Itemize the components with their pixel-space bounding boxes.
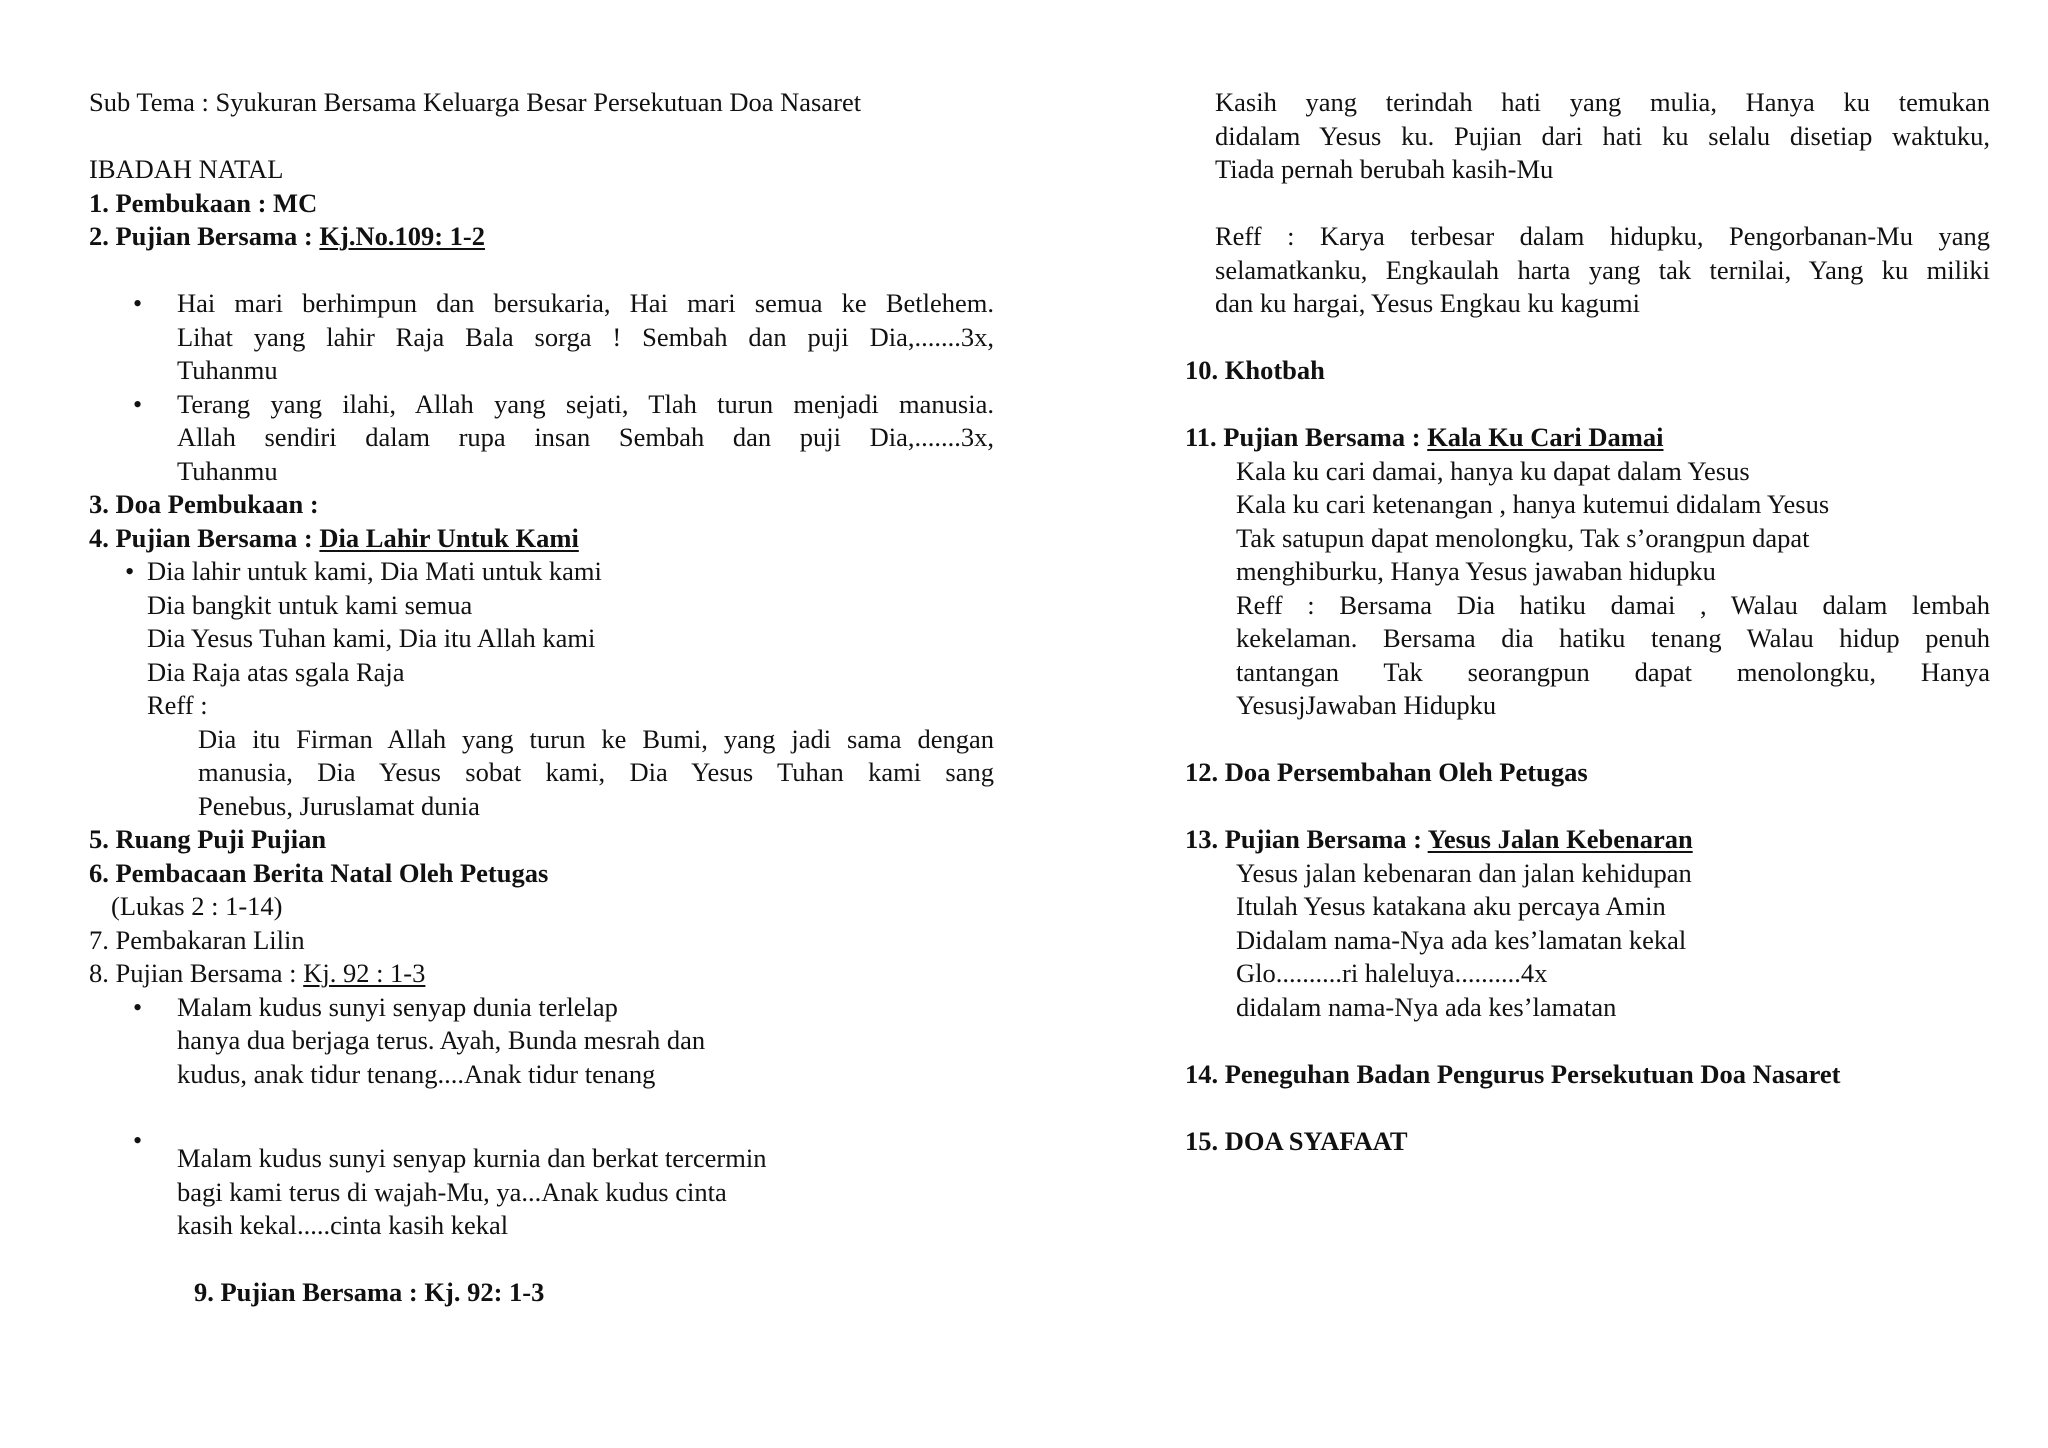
item-15-intercession: 15. DOA SYAFAAT [1185,1125,1408,1156]
item-4-reff: Dia itu Firman Allah yang turun ke Bumi, yang jadi sama dengan manusia, Dia Yesus sobat kami, Dia Yesus Tuhan kami sang Penebus, Juruslamat dunia [198,723,994,821]
verse-item: • Terang yang ilahi, Allah yang sejati, Tlah turun menjadi manusia. Allah sendiri dalam rupa insan Sembah dan puji Dia,.......3x, Tuhanmu [89,388,994,489]
item-5-praise: 5. Ruang Puji Pujian [89,824,327,854]
item-14-confirmation: 14. Peneguhan Badan Pengurus Persekutuan Doa Nasaret [1185,1058,1841,1089]
song-continuation: Kasih yang terindah hati yang mulia, Hanya ku temukan didalam Yesus ku. Pujian dari hati ku selalu disetiap waktuku, Tiada pernah berubah kasih-Mu Reff : Karya terbesar dalam hidupku, Pengorbanan-Mu yang selamatkanku, Engkaulah harta yang tak ternilai, Yang ku miliki dan ku hargai, Yesus Engkau ku kagumi [1215,87,1990,318]
item-11-song: Kala Ku Cari Damai [1427,422,1664,452]
item-4-lyrics: • Dia lahir untuk kami, Dia Mati untuk kami Dia bangkit untuk kami semua Dia Yesus Tuhan kami, Dia itu Allah kami Dia Raja atas sgala Raja Reff : [125,556,602,720]
item-8-heading: 8. Pujian Bersama : Kj. 92 : 1-3 [89,958,426,988]
item-10-sermon: 10. Khotbah [1185,355,1325,385]
item-11-lyrics: Kala ku cari damai, hanya ku dapat dalam Yesus Kala ku cari ketenangan , hanya kutemui didalam Yesus Tak satupun dapat menolongku, Tak s’orangpun dapat menghiburku, Hanya Yesus jawaban hidupku Reff : Bersama Dia hatiku damai , Walau dalam lembah kekelaman. Bersama dia hatiku tenang Walau hidup penuh tantangan Tak seorangpun dapat menolongku, Hanya YesusjJawaban Hidupku [1236,455,1990,720]
item-7-candle: 7. Pembakaran Lilin [89,924,305,955]
sub-theme: Sub Tema : Syukuran Bersama Keluarga Besar Persekutuan Doa Nasaret [89,87,862,117]
item-2-verses [89,287,994,488]
item-8-verses [89,991,994,1243]
item-1-opening: 1. Pembukaan : MC [89,187,318,218]
item-3-prayer: 3. Doa Pembukaan : [89,489,319,519]
verse-item: • Malam kudus sunyi senyap dunia terlelap hanya dua berjaga terus. Ayah, Bunda mesrah dan kudus, anak tidur tenang....Anak tidur tenang [89,991,994,1092]
item-4-song: Dia Lahir Untuk Kami [319,522,579,553]
item-6-scripture: (Lukas 2 : 1-14) [111,891,283,921]
service-title: IBADAH NATAL [89,154,284,184]
verse-item: • Hai mari berhimpun dan bersukaria, Hai mari semua ke Betlehem. Lihat yang lahir Raja Bala sorga ! Sembah dan puji Dia,.......3x, Tuhanmu [89,287,994,388]
item-2-heading: 2. Pujian Bersama : Kj.No.109: 1-2 [89,221,485,251]
bullet-icon: • [125,556,135,586]
item-4-heading: 4. Pujian Bersama : Dia Lahir Untuk Kami [89,522,579,553]
item-9-heading: 9. Pujian Bersama : Kj. 92: 1-3 [194,1277,545,1307]
left-column [89,86,994,1310]
item-2-song: Kj.No.109: 1-2 [319,221,485,251]
item-13-heading: 13. Pujian Bersama : Yesus Jalan Kebenaran [1185,824,1693,854]
item-13-song: Yesus Jalan Kebenaran [1427,824,1693,854]
item-12-offering-prayer: 12. Doa Persembahan Oleh Petugas [1185,757,1588,787]
right-column [1185,86,1990,1158]
verse-item: • Malam kudus sunyi senyap kurnia dan berkat tercermin bagi kami terus di wajah-Mu, ya...Anak kudus cinta kasih kekal.....cinta kasih kekal [89,1124,994,1243]
item-6-reading: 6. Pembacaan Berita Natal Oleh Petugas [89,857,549,888]
item-13-lyrics: Yesus jalan kebenaran dan jalan kehidupan Itulah Yesus katakana aku percaya Amin Didalam nama-Nya ada kes’lamatan kekal Glo..........ri haleluya..........4x didalam nama-Nya ada kes’lamatan [1236,857,1692,1022]
item-8-song: Kj. 92 : 1-3 [303,958,426,988]
item-11-heading: 11. Pujian Bersama : Kala Ku Cari Damai [1185,422,1664,452]
